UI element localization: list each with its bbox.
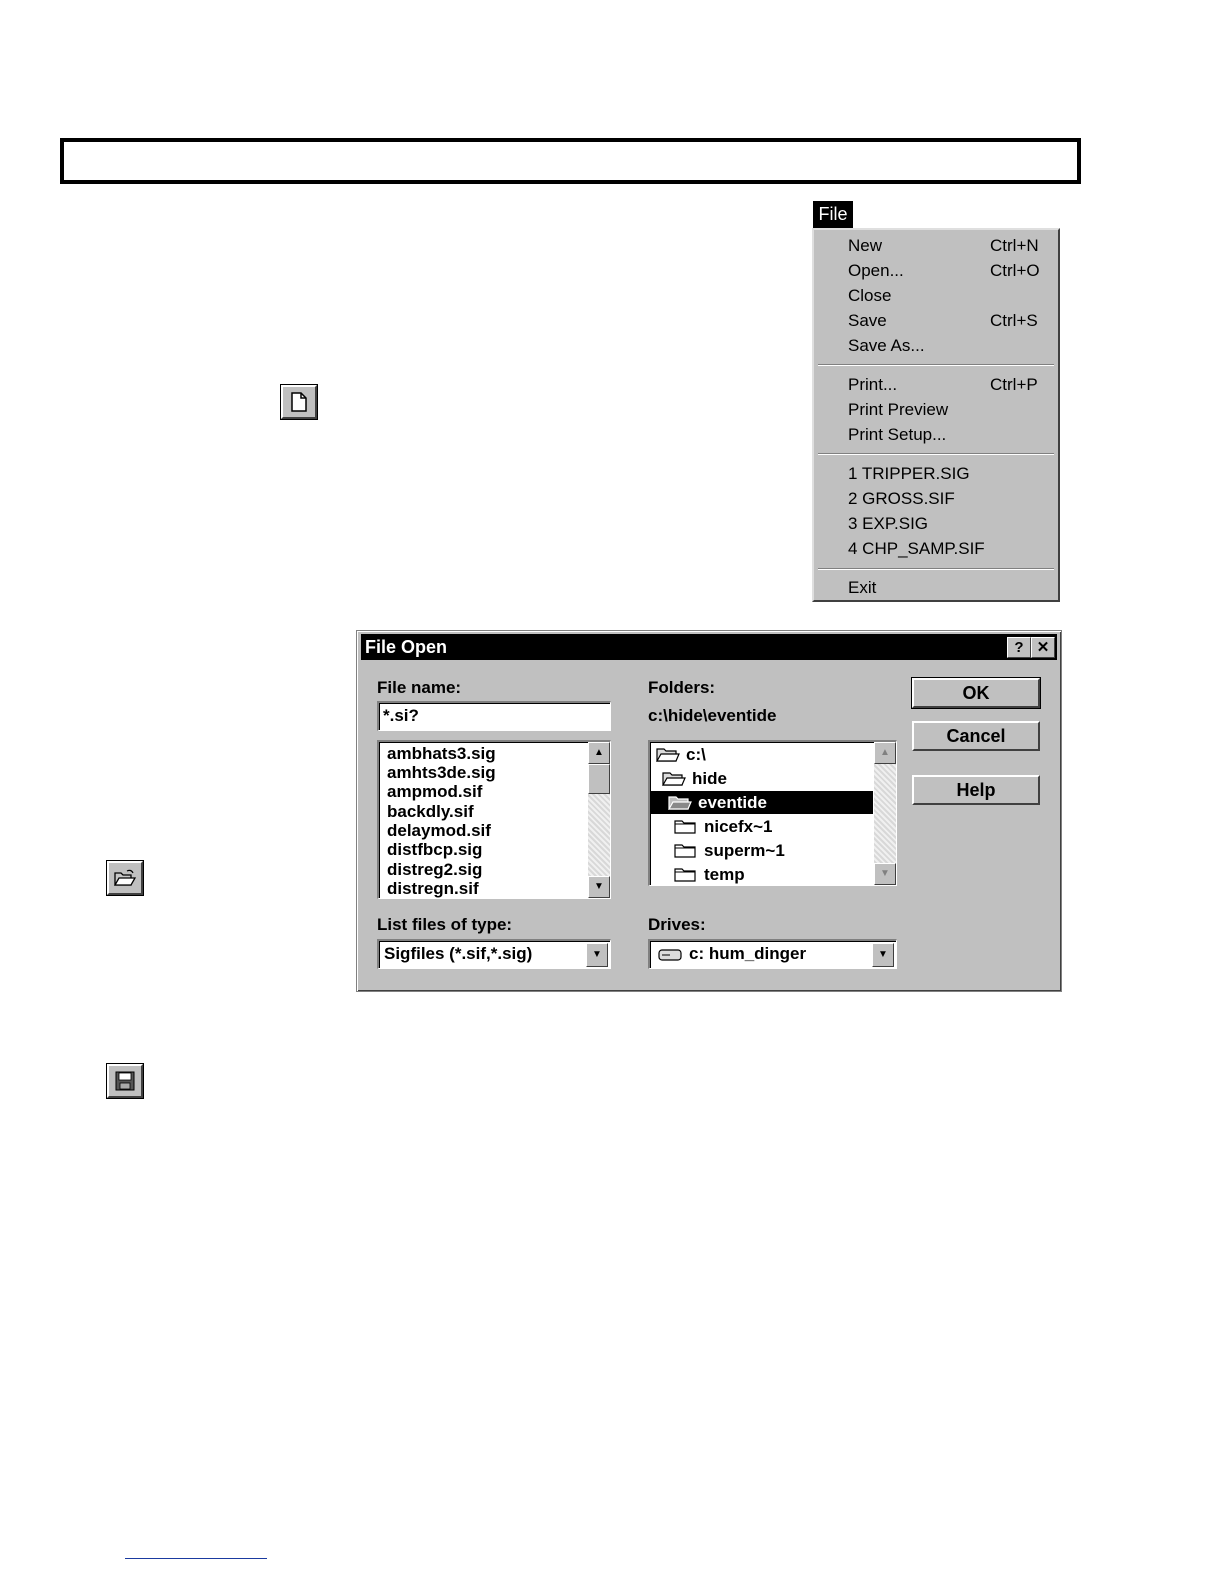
help-caption-button[interactable]: ? (1007, 637, 1031, 658)
files-listbox[interactable] (377, 740, 611, 899)
drives-label: Drives: (648, 915, 706, 934)
menu-item-print-setup[interactable] (848, 423, 1048, 447)
list-item[interactable]: distreg2.sig (387, 860, 483, 879)
menu-separator (818, 568, 1054, 570)
chevron-down-icon[interactable]: ▼ (872, 943, 894, 967)
folder-label: superm~1 (704, 841, 785, 860)
menu-item-recent-2[interactable] (848, 487, 1048, 511)
list-item[interactable]: ampmod.sif (387, 782, 483, 801)
file-menu-dropdown (812, 228, 1060, 602)
menu-item-recent-4[interactable] (848, 537, 1048, 561)
menu-item-recent-1[interactable] (848, 462, 1048, 486)
menu-item-label: Open... (848, 261, 904, 280)
file-open-dialog (356, 630, 1062, 992)
menu-item-label: Close (848, 286, 892, 305)
menu-item-open[interactable] (848, 259, 1048, 283)
menu-item-recent-3[interactable] (848, 512, 1048, 536)
folders-label: Folders: (648, 678, 716, 697)
list-item[interactable]: distfbcp.sig (387, 840, 483, 859)
footer-link-underline[interactable] (125, 1558, 267, 1559)
menu-item-label: Print Preview (848, 400, 949, 419)
help-button[interactable]: Help (912, 775, 1040, 805)
new-document-button[interactable] (281, 385, 317, 419)
open-folder-icon (114, 869, 136, 887)
scroll-down-button[interactable]: ▼ (874, 863, 896, 885)
section-title-box (60, 138, 1081, 184)
chevron-down-icon[interactable]: ▼ (586, 943, 608, 967)
list-item[interactable]: ambhats3.sig (387, 744, 496, 763)
menu-item-label: Print Setup... (848, 425, 947, 444)
folder-label: temp (704, 865, 745, 884)
file-name-label: File name: (377, 678, 462, 697)
menu-separator (818, 453, 1054, 455)
menu-item-close[interactable] (848, 284, 1048, 308)
folders-scrollbar[interactable] (874, 742, 896, 885)
open-folder-icon (656, 746, 680, 763)
menu-item-shortcut: Ctrl+P (990, 375, 1038, 394)
menu-item-print[interactable] (848, 373, 1048, 397)
scroll-up-button[interactable]: ▲ (874, 742, 896, 764)
drives-select[interactable] (648, 939, 897, 969)
dialog-title: File Open (365, 637, 448, 657)
save-disk-icon (115, 1071, 135, 1091)
file-type-select[interactable] (377, 939, 611, 969)
folder-item[interactable] (662, 767, 727, 790)
menu-item-print-preview[interactable] (848, 398, 1048, 422)
file-menu-title[interactable]: File (813, 201, 853, 228)
menu-item-shortcut: Ctrl+S (990, 311, 1038, 330)
open-folder-icon (662, 770, 686, 787)
open-file-button[interactable] (107, 861, 143, 895)
menu-item-label: Save (848, 311, 887, 330)
list-item[interactable]: distregn.sif (387, 879, 479, 898)
menu-item-label: 1 TRIPPER.SIG (848, 464, 970, 483)
file-name-value: *.si? (383, 706, 419, 725)
list-item[interactable]: amhts3de.sig (387, 763, 496, 782)
list-item[interactable]: backdly.sif (387, 802, 474, 821)
scroll-thumb[interactable] (588, 764, 610, 794)
menu-item-label: New (848, 236, 883, 255)
files-scrollbar[interactable] (588, 742, 610, 898)
folder-item[interactable] (674, 863, 745, 886)
folders-treeview[interactable] (648, 740, 897, 886)
menu-item-exit[interactable] (848, 576, 1048, 600)
cancel-button[interactable]: Cancel (912, 721, 1040, 751)
folder-item[interactable] (674, 815, 773, 838)
menu-item-label: Print... (848, 375, 898, 394)
menu-item-label: Exit (848, 578, 877, 597)
folder-label: nicefx~1 (704, 817, 773, 836)
folder-item[interactable] (674, 839, 785, 862)
menu-item-label: 2 GROSS.SIF (848, 489, 955, 508)
menu-separator (818, 364, 1054, 366)
menu-item-label: Save As... (848, 336, 925, 355)
drive-value: c: hum_dinger (689, 944, 807, 963)
dialog-title-bar (361, 634, 1057, 660)
open-folder-icon (668, 794, 692, 811)
ok-button[interactable]: OK (912, 678, 1040, 708)
hard-drive-icon (658, 949, 682, 961)
folder-icon (674, 866, 698, 883)
menu-item-new[interactable] (848, 234, 1048, 258)
folder-item-selected[interactable] (650, 791, 873, 814)
menu-item-label: 4 CHP_SAMP.SIF (848, 539, 985, 558)
folder-label: hide (692, 769, 727, 788)
list-item[interactable]: delaymod.sif (387, 821, 491, 840)
folder-icon (674, 842, 698, 859)
menu-item-label: 3 EXP.SIG (848, 514, 929, 533)
new-document-icon (290, 392, 308, 412)
folder-item[interactable] (656, 743, 706, 766)
menu-item-save-as[interactable] (848, 334, 1048, 358)
scroll-down-button[interactable]: ▼ (588, 876, 610, 898)
scroll-up-button[interactable]: ▲ (588, 742, 610, 764)
menu-item-shortcut: Ctrl+N (990, 236, 1039, 255)
menu-item-shortcut: Ctrl+O (990, 261, 1040, 280)
close-caption-button[interactable]: ✕ (1031, 637, 1055, 658)
file-type-label: List files of type: (377, 915, 513, 934)
file-name-input[interactable] (377, 701, 611, 731)
folder-label: eventide (698, 793, 767, 812)
save-file-button[interactable] (107, 1064, 143, 1098)
menu-item-save[interactable] (848, 309, 1048, 333)
folder-label: c:\ (686, 745, 706, 764)
folder-icon (674, 818, 698, 835)
current-path: c:\hide\eventide (648, 706, 777, 725)
file-type-value: Sigfiles (*.sif,*.sig) (384, 944, 533, 963)
